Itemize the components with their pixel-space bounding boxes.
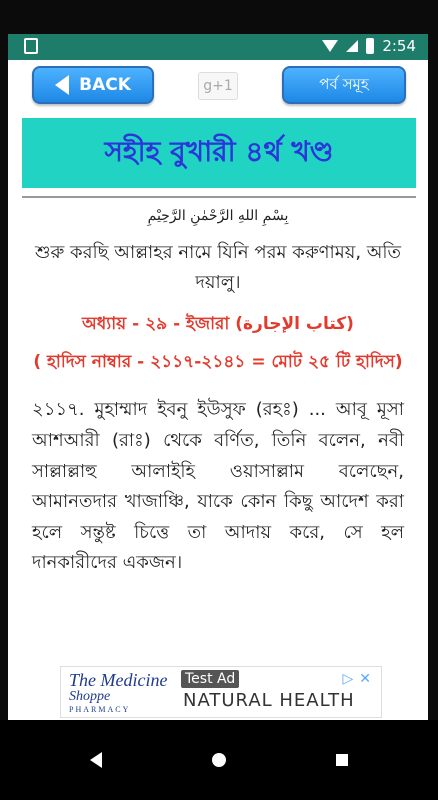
- signal-icon: [346, 40, 358, 52]
- ad-icons: [342, 671, 371, 687]
- ad-logo: [69, 671, 179, 715]
- ad-label: Test Ad: [181, 670, 239, 688]
- ad-info-icon[interactable]: ▷: [342, 671, 354, 687]
- sections-button[interactable]: [282, 66, 406, 104]
- page-title: সহীহ বুখারী ৪র্থ খণ্ড: [104, 134, 334, 168]
- back-arrow-icon: [55, 75, 69, 95]
- title-banner: [22, 118, 416, 188]
- sections-button-label: পর্ব সমূহ: [319, 74, 369, 93]
- hadith-next-partial: [32, 589, 404, 620]
- bismillah-text: بِسْمِ اللهِ الرَّحْمٰنِ الرَّحِيْمِ: [147, 208, 289, 224]
- back-button[interactable]: [32, 66, 154, 104]
- wifi-icon: [322, 40, 338, 52]
- status-time: 2:54: [382, 37, 416, 55]
- android-navigation-bar: [0, 720, 438, 800]
- sd-card-icon: [24, 38, 38, 54]
- ad-banner[interactable]: [60, 666, 382, 718]
- hadith-range-line: ( হাদিস নাম্বার - ২১১৭-২১৪১ = মোট ২৫ টি হাদিস): [33, 352, 403, 373]
- nav-recents-icon[interactable]: [336, 754, 348, 766]
- back-button-label: BACK: [79, 75, 131, 95]
- google-plus-button[interactable]: [198, 72, 238, 100]
- google-plus-label: g+1: [203, 78, 233, 94]
- ad-close-icon[interactable]: ✕: [359, 671, 371, 687]
- ad-logo-line1: The Medicine: [69, 670, 168, 690]
- status-bar: [8, 34, 428, 60]
- nav-back-icon[interactable]: [90, 752, 102, 768]
- ad-logo-line2: Shoppe: [69, 689, 111, 704]
- reading-content: [8, 208, 428, 620]
- divider: [22, 196, 416, 198]
- ad-logo-line3: PHARMACY: [69, 705, 131, 714]
- app-content: [8, 60, 428, 720]
- battery-icon: [366, 38, 374, 54]
- ad-brand: NATURAL HEALTH: [183, 690, 355, 711]
- chapter-line: অধ্যায় - ২৯ - ইজারা (كتاب الإجارة): [82, 314, 354, 335]
- intro-text: শুরু করছি আল্লাহর নামে যিনি পরম করুণাময়, অতি দয়ালু।: [34, 242, 402, 293]
- nav-home-icon[interactable]: [212, 753, 226, 767]
- top-toolbar: [8, 60, 428, 114]
- hadith-text: ২১১৭. মুহাম্মাদ ইবনু ইউসুফ (রহঃ) ... আবূ মূসা আশআরী (রাঃ) থেকে বর্ণিত, তিনি বলেন, নবী সাল্লাল্লাহু আলাইহি ওয়াসাল্লাম বলেছেন, আমানতদার খাজাঞ্চি, যাকে কোন কিছু আদেশ করা হলে সন্তুষ্ট চিত্তে তা আদায় করে, সে হল দানকারীদের একজন।: [32, 399, 404, 574]
- status-icons: [322, 37, 416, 55]
